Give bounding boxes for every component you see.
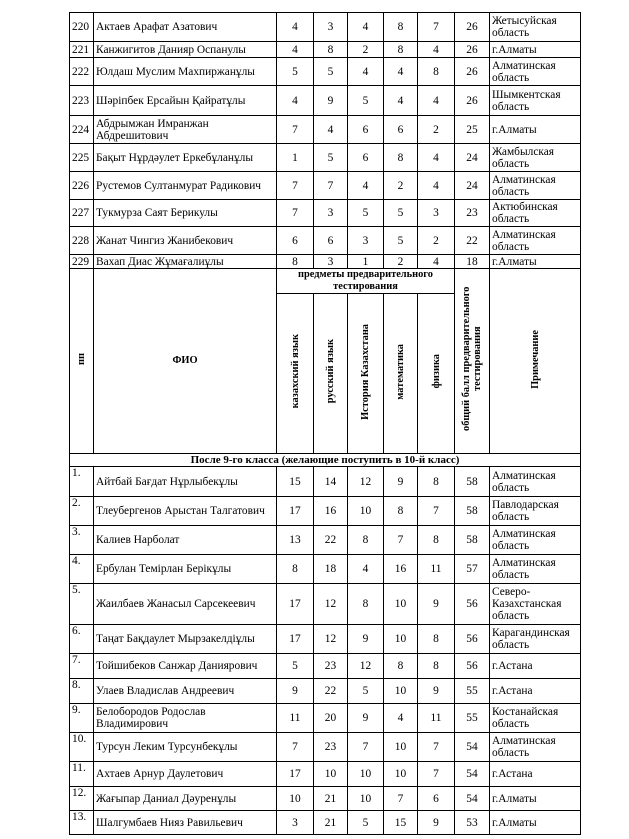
student-name: Тлеубергенов Арыстан Талгатович bbox=[94, 497, 277, 526]
subject-score: 4 bbox=[384, 704, 418, 733]
subject-score: 4 bbox=[277, 42, 314, 58]
table-row bbox=[70, 467, 581, 497]
subject-score: 10 bbox=[314, 762, 348, 787]
subject-score: 8 bbox=[418, 654, 455, 679]
row-number: 10. bbox=[70, 733, 94, 762]
subject-score: 9 bbox=[418, 584, 455, 625]
total-score: 56 bbox=[455, 625, 490, 654]
subject-score: 4 bbox=[348, 172, 384, 200]
subject-score: 1 bbox=[348, 255, 384, 269]
total-score: 58 bbox=[455, 467, 490, 497]
row-number: 8. bbox=[70, 679, 94, 704]
region-note: г.Алматы bbox=[490, 811, 581, 835]
region-note: Шымкентская область bbox=[490, 86, 581, 116]
subject-score: 17 bbox=[277, 625, 314, 654]
student-name: Жанат Чингиз Жанибекович bbox=[94, 227, 277, 255]
student-name: Шәріпбек Ерсайын Қайратұлы bbox=[94, 86, 277, 116]
subject-score: 21 bbox=[314, 811, 348, 835]
total-score: 26 bbox=[455, 58, 490, 86]
subject-score: 5 bbox=[384, 227, 418, 255]
table-row bbox=[70, 526, 581, 555]
subject-score: 9 bbox=[418, 679, 455, 704]
subject-score: 5 bbox=[348, 679, 384, 704]
subject-score: 9 bbox=[384, 467, 418, 497]
region-note: Алматинская область bbox=[490, 555, 581, 584]
subject-score: 3 bbox=[314, 255, 348, 269]
total-score: 24 bbox=[455, 172, 490, 200]
subject-score: 5 bbox=[277, 58, 314, 86]
total-score: 58 bbox=[455, 526, 490, 555]
subject-score: 7 bbox=[418, 733, 455, 762]
row-number: 229 bbox=[70, 255, 94, 269]
subject-score: 16 bbox=[384, 555, 418, 584]
total-score: 58 bbox=[455, 497, 490, 526]
region-note: Алматинская область bbox=[490, 172, 581, 200]
table-header bbox=[70, 269, 581, 467]
header-note: Примечание bbox=[490, 269, 581, 454]
subject-score: 8 bbox=[384, 144, 418, 172]
total-score: 55 bbox=[455, 679, 490, 704]
subject-score: 12 bbox=[348, 467, 384, 497]
results-table bbox=[69, 12, 581, 835]
total-score: 23 bbox=[455, 200, 490, 227]
header-subject-math: математика bbox=[384, 294, 418, 454]
subject-score: 23 bbox=[314, 654, 348, 679]
subject-score: 16 bbox=[314, 497, 348, 526]
subject-score: 10 bbox=[384, 625, 418, 654]
row-number: 228 bbox=[70, 227, 94, 255]
subject-score: 10 bbox=[348, 497, 384, 526]
region-note: Алматинская область bbox=[490, 467, 581, 497]
subject-score: 23 bbox=[314, 733, 348, 762]
subject-score: 1 bbox=[277, 144, 314, 172]
subject-score: 9 bbox=[314, 86, 348, 116]
region-note: г.Алматы bbox=[490, 42, 581, 58]
subject-score: 2 bbox=[418, 116, 455, 144]
subject-score: 5 bbox=[277, 654, 314, 679]
header-subjects-group: предметы предварительного тестирования bbox=[277, 269, 455, 294]
student-name: Калиев Нарболат bbox=[94, 526, 277, 555]
table-row bbox=[70, 200, 581, 227]
row-number: 2. bbox=[70, 497, 94, 526]
subject-score: 7 bbox=[277, 200, 314, 227]
subject-score: 11 bbox=[277, 704, 314, 733]
table-row bbox=[70, 255, 581, 269]
student-name: Айтбай Бағдат Нұрлыбекұлы bbox=[94, 467, 277, 497]
student-name: Тукмурза Саят Берикулы bbox=[94, 200, 277, 227]
header-fio: ФИО bbox=[94, 269, 277, 454]
header-subject-history: История Казахстана bbox=[348, 294, 384, 454]
student-name: Рустемов Султанмурат Радикович bbox=[94, 172, 277, 200]
table-row bbox=[70, 625, 581, 654]
table-row bbox=[70, 654, 581, 679]
subject-score: 8 bbox=[384, 497, 418, 526]
subject-score: 4 bbox=[418, 42, 455, 58]
subject-score: 6 bbox=[348, 116, 384, 144]
subject-score: 12 bbox=[314, 625, 348, 654]
subject-score: 3 bbox=[418, 200, 455, 227]
row-number: 11. bbox=[70, 762, 94, 787]
subject-score: 8 bbox=[277, 255, 314, 269]
region-note: Алматинская область bbox=[490, 227, 581, 255]
subject-score: 11 bbox=[418, 704, 455, 733]
subject-score: 18 bbox=[314, 555, 348, 584]
subject-score: 7 bbox=[384, 787, 418, 811]
table-row bbox=[70, 762, 581, 787]
subject-score: 7 bbox=[384, 526, 418, 555]
subject-score: 5 bbox=[314, 58, 348, 86]
subject-score: 4 bbox=[277, 86, 314, 116]
total-score: 26 bbox=[455, 86, 490, 116]
student-name: Ахтаев Арнур Даулетович bbox=[94, 762, 277, 787]
table-row bbox=[70, 704, 581, 733]
total-score: 18 bbox=[455, 255, 490, 269]
subject-score: 8 bbox=[348, 526, 384, 555]
header-subject-russian: русский язык bbox=[314, 294, 348, 454]
subject-score: 8 bbox=[418, 58, 455, 86]
table-row bbox=[70, 811, 581, 835]
row-number: 9. bbox=[70, 704, 94, 733]
region-note: Костанайская область bbox=[490, 704, 581, 733]
subject-score: 17 bbox=[277, 762, 314, 787]
table-row bbox=[70, 497, 581, 526]
student-name: Юлдаш Муслим Махпиржанұлы bbox=[94, 58, 277, 86]
subject-score: 7 bbox=[348, 733, 384, 762]
subject-score: 6 bbox=[418, 787, 455, 811]
total-score: 24 bbox=[455, 144, 490, 172]
subject-score: 13 bbox=[277, 526, 314, 555]
region-note: г.Астана bbox=[490, 762, 581, 787]
table-row bbox=[70, 787, 581, 811]
total-score: 57 bbox=[455, 555, 490, 584]
row-number: 5. bbox=[70, 584, 94, 625]
subject-score: 6 bbox=[277, 227, 314, 255]
row-number: 224 bbox=[70, 116, 94, 144]
total-score: 26 bbox=[455, 42, 490, 58]
subject-score: 9 bbox=[418, 811, 455, 835]
table-row bbox=[70, 584, 581, 625]
subject-score: 3 bbox=[314, 13, 348, 42]
subject-score: 2 bbox=[348, 42, 384, 58]
student-name: Бақыт Нұрдәулет Еркебұланұлы bbox=[94, 144, 277, 172]
student-name: Таңат Бақдаулет Мырзакелдіұлы bbox=[94, 625, 277, 654]
row-number: 226 bbox=[70, 172, 94, 200]
subject-score: 8 bbox=[384, 654, 418, 679]
subject-score: 21 bbox=[314, 787, 348, 811]
subject-score: 7 bbox=[418, 497, 455, 526]
total-score: 54 bbox=[455, 762, 490, 787]
subject-score: 4 bbox=[384, 58, 418, 86]
student-name: Абдрымжан Имранжан Абдрешитович bbox=[94, 116, 277, 144]
row-number: 225 bbox=[70, 144, 94, 172]
student-name: Тойшибеков Санжар Даниярович bbox=[94, 654, 277, 679]
subject-score: 15 bbox=[384, 811, 418, 835]
subject-score: 5 bbox=[384, 200, 418, 227]
header-subject-kazakh: казахский язык bbox=[277, 294, 314, 454]
region-note: г.Алматы bbox=[490, 255, 581, 269]
subject-score: 5 bbox=[348, 86, 384, 116]
table-row bbox=[70, 172, 581, 200]
subject-score: 7 bbox=[277, 116, 314, 144]
row-number: 223 bbox=[70, 86, 94, 116]
subject-score: 17 bbox=[277, 497, 314, 526]
section-title: После 9-го класса (желающие поступить в 10-й класс) bbox=[70, 454, 581, 467]
subject-score: 3 bbox=[348, 227, 384, 255]
table-row bbox=[70, 555, 581, 584]
table-row bbox=[70, 227, 581, 255]
table-row bbox=[70, 42, 581, 58]
top-rows bbox=[70, 13, 581, 269]
subject-score: 14 bbox=[314, 467, 348, 497]
subject-score: 20 bbox=[314, 704, 348, 733]
subject-score: 8 bbox=[384, 13, 418, 42]
region-note: Карагандинская область bbox=[490, 625, 581, 654]
table-row bbox=[70, 144, 581, 172]
subject-score: 4 bbox=[418, 255, 455, 269]
region-note: Северо-Казахстанская область bbox=[490, 584, 581, 625]
subject-score: 4 bbox=[418, 172, 455, 200]
subject-score: 4 bbox=[277, 13, 314, 42]
student-name: Турсун Леким Турсунбекұлы bbox=[94, 733, 277, 762]
subject-score: 7 bbox=[314, 172, 348, 200]
subject-score: 5 bbox=[314, 144, 348, 172]
student-name: Белобородов Родослав Владимирович bbox=[94, 704, 277, 733]
region-note: Актюбинская область bbox=[490, 200, 581, 227]
subject-score: 8 bbox=[384, 42, 418, 58]
row-number: 12. bbox=[70, 787, 94, 811]
subject-score: 6 bbox=[314, 227, 348, 255]
subject-score: 8 bbox=[418, 625, 455, 654]
row-number: 4. bbox=[70, 555, 94, 584]
subject-score: 4 bbox=[418, 144, 455, 172]
table-row bbox=[70, 86, 581, 116]
subject-score: 9 bbox=[348, 625, 384, 654]
subject-score: 10 bbox=[384, 679, 418, 704]
subject-score: 2 bbox=[384, 172, 418, 200]
subject-score: 7 bbox=[418, 762, 455, 787]
subject-score: 4 bbox=[418, 86, 455, 116]
total-score: 55 bbox=[455, 704, 490, 733]
subject-score: 7 bbox=[277, 733, 314, 762]
total-score: 25 bbox=[455, 116, 490, 144]
table-row bbox=[70, 733, 581, 762]
region-note: Павлодарская область bbox=[490, 497, 581, 526]
subject-score: 6 bbox=[348, 144, 384, 172]
row-number: 221 bbox=[70, 42, 94, 58]
subject-score: 8 bbox=[418, 526, 455, 555]
table-row bbox=[70, 13, 581, 42]
total-score: 53 bbox=[455, 811, 490, 835]
total-score: 54 bbox=[455, 733, 490, 762]
region-note: Жамбылская область bbox=[490, 144, 581, 172]
subject-score: 9 bbox=[277, 679, 314, 704]
subject-score: 8 bbox=[277, 555, 314, 584]
row-number: 3. bbox=[70, 526, 94, 555]
subject-score: 22 bbox=[314, 679, 348, 704]
total-score: 56 bbox=[455, 654, 490, 679]
subject-score: 5 bbox=[348, 811, 384, 835]
subject-score: 15 bbox=[277, 467, 314, 497]
region-note: г.Астана bbox=[490, 679, 581, 704]
subject-score: 10 bbox=[384, 584, 418, 625]
region-note: Жетысуйская область bbox=[490, 13, 581, 42]
subject-score: 4 bbox=[348, 13, 384, 42]
student-name: Канжигитов Данияр Оспанулы bbox=[94, 42, 277, 58]
total-score: 56 bbox=[455, 584, 490, 625]
region-note: Алматинская область bbox=[490, 733, 581, 762]
student-name: Актаев Арафат Азатович bbox=[94, 13, 277, 42]
student-name: Шалгумбаев Нияз Равильевич bbox=[94, 811, 277, 835]
header-subject-physics: физика bbox=[418, 294, 455, 454]
row-number: 6. bbox=[70, 625, 94, 654]
subject-score: 12 bbox=[314, 584, 348, 625]
subject-score: 2 bbox=[384, 255, 418, 269]
region-note: г.Алматы bbox=[490, 787, 581, 811]
subject-score: 4 bbox=[314, 116, 348, 144]
region-note: г.Алматы bbox=[490, 116, 581, 144]
table-row bbox=[70, 58, 581, 86]
region-note: Алматинская область bbox=[490, 58, 581, 86]
subject-score: 10 bbox=[384, 762, 418, 787]
subject-score: 4 bbox=[348, 58, 384, 86]
region-note: г.Астана bbox=[490, 654, 581, 679]
subject-score: 8 bbox=[348, 584, 384, 625]
student-name: Жағыпар Даниал Дәуренұлы bbox=[94, 787, 277, 811]
subject-score: 3 bbox=[314, 200, 348, 227]
total-score: 26 bbox=[455, 13, 490, 42]
subject-score: 9 bbox=[348, 704, 384, 733]
subject-score: 4 bbox=[348, 555, 384, 584]
header-total: общий балл предварительного тестирования bbox=[455, 269, 490, 454]
subject-score: 5 bbox=[348, 200, 384, 227]
subject-score: 6 bbox=[384, 116, 418, 144]
subject-score: 2 bbox=[418, 227, 455, 255]
subject-score: 8 bbox=[314, 42, 348, 58]
row-number: 1. bbox=[70, 467, 94, 497]
table-row bbox=[70, 679, 581, 704]
student-name: Ербулан Темірлан Берікұлы bbox=[94, 555, 277, 584]
subject-score: 7 bbox=[418, 13, 455, 42]
main-rows bbox=[70, 467, 581, 835]
row-number: 227 bbox=[70, 200, 94, 227]
subject-score: 10 bbox=[277, 787, 314, 811]
row-number: 220 bbox=[70, 13, 94, 42]
subject-score: 11 bbox=[418, 555, 455, 584]
header-num: пп bbox=[70, 269, 94, 454]
region-note: Алматинская область bbox=[490, 526, 581, 555]
table-row bbox=[70, 116, 581, 144]
subject-score: 10 bbox=[348, 787, 384, 811]
row-number: 7. bbox=[70, 654, 94, 679]
student-name: Улаев Владислав Андреевич bbox=[94, 679, 277, 704]
student-name: Жаилбаев Жанасыл Сарсекеевич bbox=[94, 584, 277, 625]
subject-score: 17 bbox=[277, 584, 314, 625]
student-name: Вахап Диас Жұмағалиұлы bbox=[94, 255, 277, 269]
subject-score: 22 bbox=[314, 526, 348, 555]
row-number: 13. bbox=[70, 811, 94, 835]
subject-score: 12 bbox=[348, 654, 384, 679]
subject-score: 10 bbox=[348, 762, 384, 787]
subject-score: 8 bbox=[418, 467, 455, 497]
subject-score: 4 bbox=[384, 86, 418, 116]
subject-score: 7 bbox=[277, 172, 314, 200]
total-score: 54 bbox=[455, 787, 490, 811]
row-number: 222 bbox=[70, 58, 94, 86]
total-score: 22 bbox=[455, 227, 490, 255]
subject-score: 3 bbox=[277, 811, 314, 835]
subject-score: 10 bbox=[384, 733, 418, 762]
